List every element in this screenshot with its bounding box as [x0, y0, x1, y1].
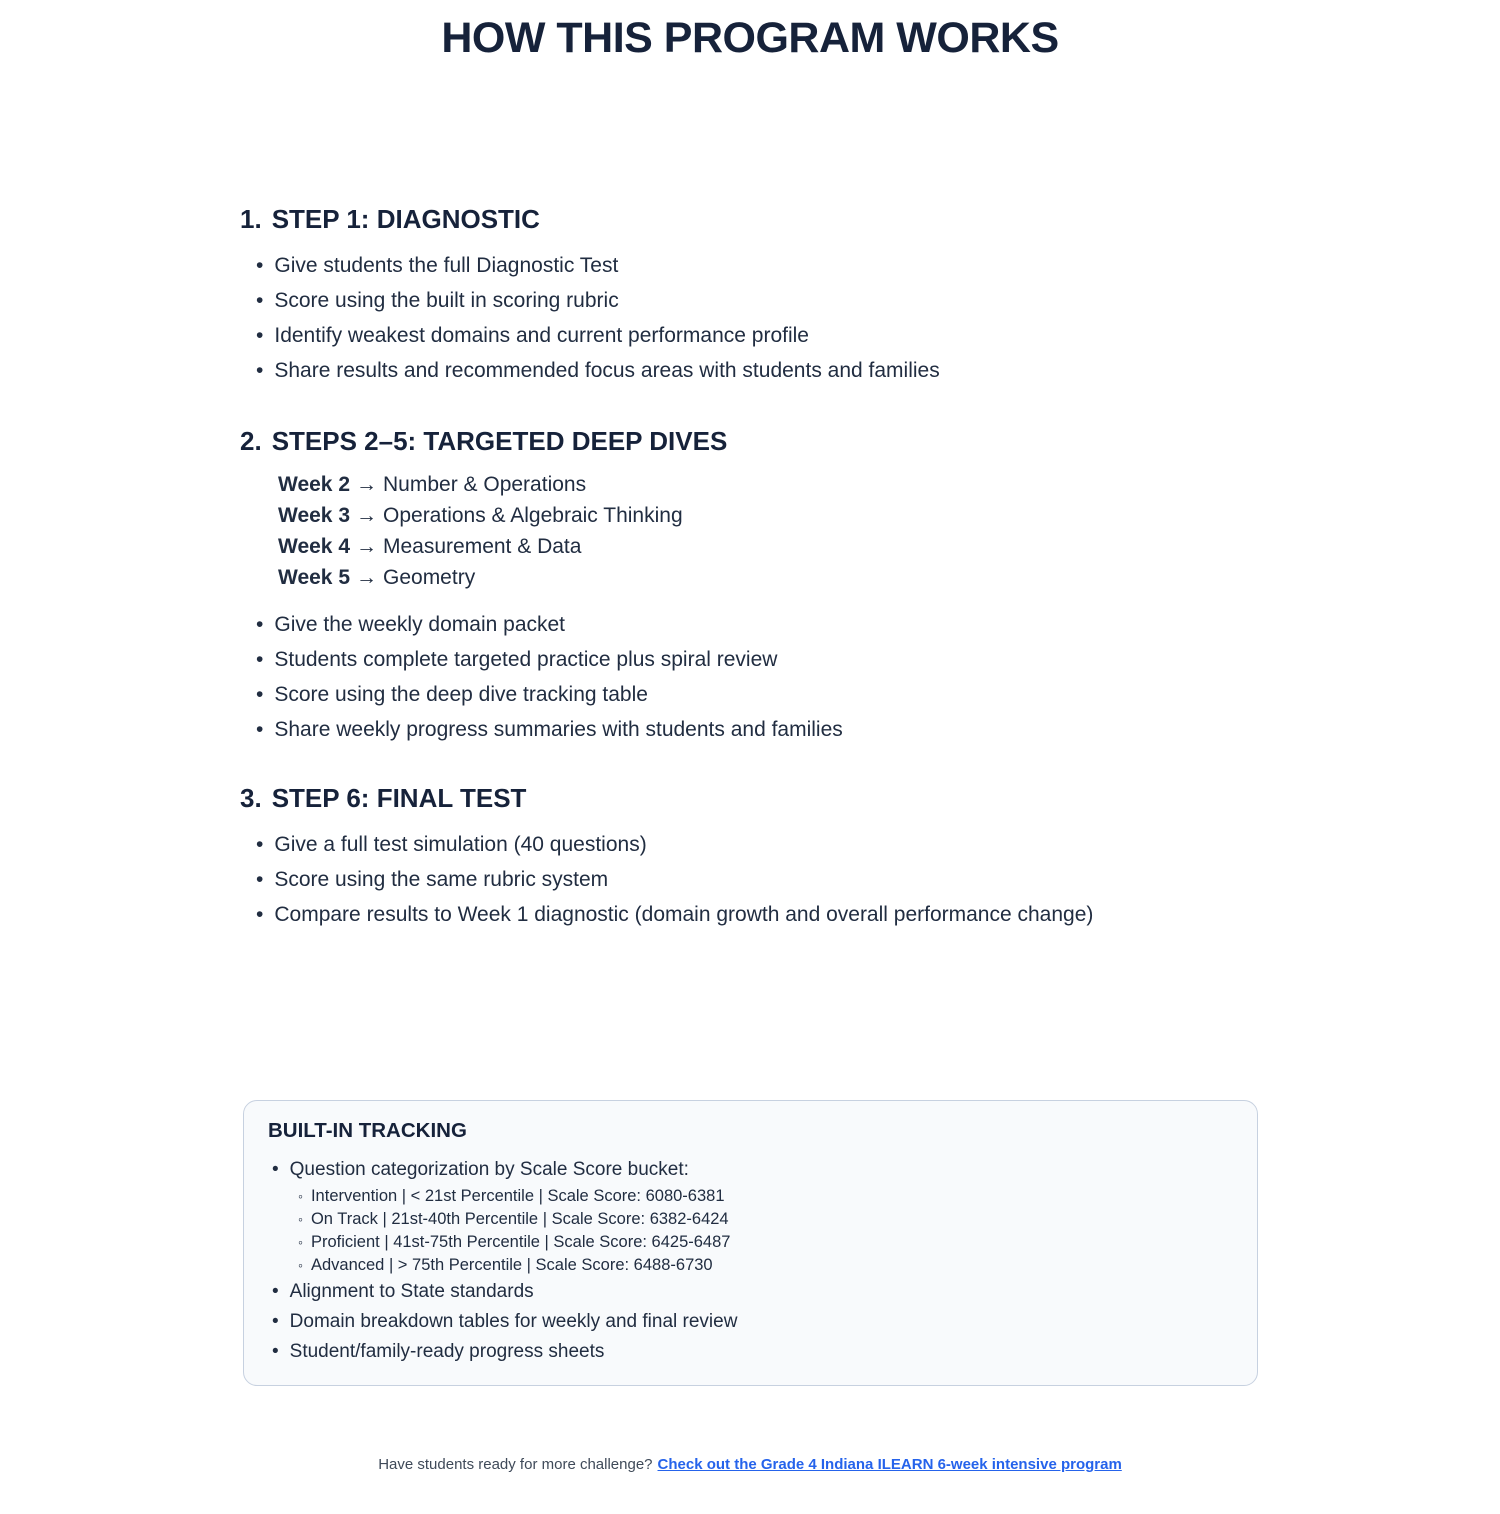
- section-number: 1.: [240, 204, 262, 234]
- section-heading-text: STEPS 2–5: TARGETED DEEP DIVES: [271, 426, 728, 456]
- week-schedule-list: [240, 469, 1270, 593]
- bullet-glyph: •: [256, 289, 264, 312]
- bullet-item: [256, 283, 1270, 318]
- bullet-text: Score using the same rubric system: [274, 868, 609, 891]
- section-number: 3.: [240, 783, 262, 813]
- tracking-sub-item: [298, 1254, 1233, 1277]
- week-topic: Geometry: [383, 566, 476, 589]
- bullet-glyph: •: [256, 648, 264, 671]
- tracking-item-text: Domain breakdown tables for weekly and final review: [289, 1311, 738, 1332]
- footer-note: [0, 1456, 1500, 1473]
- section-heading-text: STEP 1: DIAGNOSTIC: [271, 204, 540, 234]
- tracking-item-text: Student/family-ready progress sheets: [289, 1341, 605, 1362]
- tracking-item-text: Alignment to State standards: [289, 1281, 534, 1302]
- bullet-glyph: •: [256, 833, 264, 856]
- week-label: Week 4: [278, 535, 350, 558]
- sub-bullet-glyph: ◦: [298, 1211, 303, 1227]
- arrow-glyph: →: [356, 504, 377, 527]
- bullet-item: [256, 642, 1270, 677]
- section-heading-step1: [240, 204, 1270, 234]
- built-in-tracking-panel: [243, 1100, 1258, 1386]
- week-label: Week 3: [278, 504, 350, 527]
- tracking-item: [272, 1307, 1233, 1337]
- bullet-item: [256, 318, 1270, 353]
- bullet-text: Score using the built in scoring rubric: [274, 289, 619, 312]
- bullet-text: Compare results to Week 1 diagnostic (domain growth and overall performance change): [274, 903, 1094, 926]
- bullet-glyph: •: [256, 254, 264, 277]
- bullet-list-step1: [240, 248, 1270, 388]
- section-number: 2.: [240, 426, 262, 456]
- tracking-panel-title: BUILT-IN TRACKING: [268, 1119, 467, 1142]
- bullet-glyph: •: [272, 1159, 279, 1180]
- tracking-sub-item: [298, 1208, 1233, 1231]
- bullet-item: [256, 353, 1270, 388]
- bullet-text: Share weekly progress summaries with students and families: [274, 718, 843, 741]
- bullet-item: [256, 677, 1270, 712]
- bullet-glyph: •: [272, 1311, 279, 1332]
- tracking-sub-item-text: On Track | 21st-40th Percentile | Scale Score: 6382-6424: [310, 1210, 729, 1228]
- bullet-item: [256, 607, 1270, 642]
- bullet-text: Share results and recommended focus areas with students and families: [274, 359, 940, 382]
- week-item: [278, 531, 1270, 562]
- bullet-text: Score using the deep dive tracking table: [274, 683, 648, 706]
- week-label: Week 2: [278, 473, 350, 496]
- bullet-glyph: •: [256, 903, 264, 926]
- tracking-sub-item-text: Proficient | 41st-75th Percentile | Scale Score: 6425-6487: [310, 1233, 731, 1251]
- section-heading-step6: [240, 783, 1270, 813]
- week-topic: Operations & Algebraic Thinking: [383, 504, 683, 527]
- intensive-program-link[interactable]: Check out the Grade 4 Indiana ILEARN 6-week intensive program: [657, 1456, 1122, 1473]
- tracking-item-list: [268, 1155, 1233, 1367]
- section-step6-final-test: [240, 783, 1270, 932]
- arrow-glyph: →: [356, 566, 377, 589]
- tracking-sub-item: [298, 1185, 1233, 1208]
- bullet-text: Students complete targeted practice plus spiral review: [274, 648, 778, 671]
- week-item: [278, 500, 1270, 531]
- section-step1-diagnostic: [240, 204, 1270, 388]
- sub-bullet-glyph: ◦: [298, 1257, 303, 1273]
- bullet-glyph: •: [272, 1281, 279, 1302]
- bullet-item: [256, 827, 1270, 862]
- bullet-item: [256, 862, 1270, 897]
- section-heading-steps2-5: [240, 426, 1270, 456]
- week-topic: Measurement & Data: [383, 535, 582, 558]
- tracking-sub-item-text: Intervention | < 21st Percentile | Scale Score: 6080-6381: [310, 1187, 725, 1205]
- bullet-glyph: •: [256, 868, 264, 891]
- week-item: [278, 562, 1270, 593]
- week-item: [278, 469, 1270, 500]
- section-steps2-5-deep-dives: [240, 426, 1270, 747]
- sub-bullet-glyph: ◦: [298, 1188, 303, 1204]
- page-title: HOW THIS PROGRAM WORKS: [441, 14, 1059, 62]
- week-topic: Number & Operations: [383, 473, 587, 496]
- bullet-glyph: •: [256, 613, 264, 636]
- bullet-list-steps2-5: [240, 607, 1270, 747]
- section-heading-text: STEP 6: FINAL TEST: [271, 783, 527, 813]
- bullet-glyph: •: [256, 324, 264, 347]
- bullet-item: [256, 897, 1270, 932]
- bullet-item: [256, 712, 1270, 747]
- footer-prefix-text: Have students ready for more challenge?: [378, 1456, 653, 1473]
- bullet-text: Give the weekly domain packet: [274, 613, 566, 636]
- week-label: Week 5: [278, 566, 350, 589]
- bullet-list-step6: [240, 827, 1270, 932]
- bullet-text: Give students the full Diagnostic Test: [274, 254, 619, 277]
- tracking-item-text: Question categorization by Scale Score bucket:: [289, 1159, 689, 1180]
- bullet-glyph: •: [256, 359, 264, 382]
- tracking-item: [272, 1277, 1233, 1307]
- tracking-sub-item: [298, 1231, 1233, 1254]
- tracking-item: [272, 1155, 1233, 1277]
- arrow-glyph: →: [356, 473, 377, 496]
- tracking-sub-item-text: Advanced | > 75th Percentile | Scale Score: 6488-6730: [310, 1256, 713, 1274]
- bullet-glyph: •: [256, 718, 264, 741]
- bullet-text: Identify weakest domains and current performance profile: [274, 324, 809, 347]
- tracking-sub-item-list: [272, 1185, 1233, 1277]
- sub-bullet-glyph: ◦: [298, 1234, 303, 1250]
- bullet-item: [256, 248, 1270, 283]
- bullet-text: Give a full test simulation (40 questions): [274, 833, 647, 856]
- bullet-glyph: •: [272, 1341, 279, 1362]
- tracking-item: [272, 1337, 1233, 1367]
- main-content: [240, 204, 1270, 1386]
- arrow-glyph: →: [356, 535, 377, 558]
- bullet-glyph: •: [256, 683, 264, 706]
